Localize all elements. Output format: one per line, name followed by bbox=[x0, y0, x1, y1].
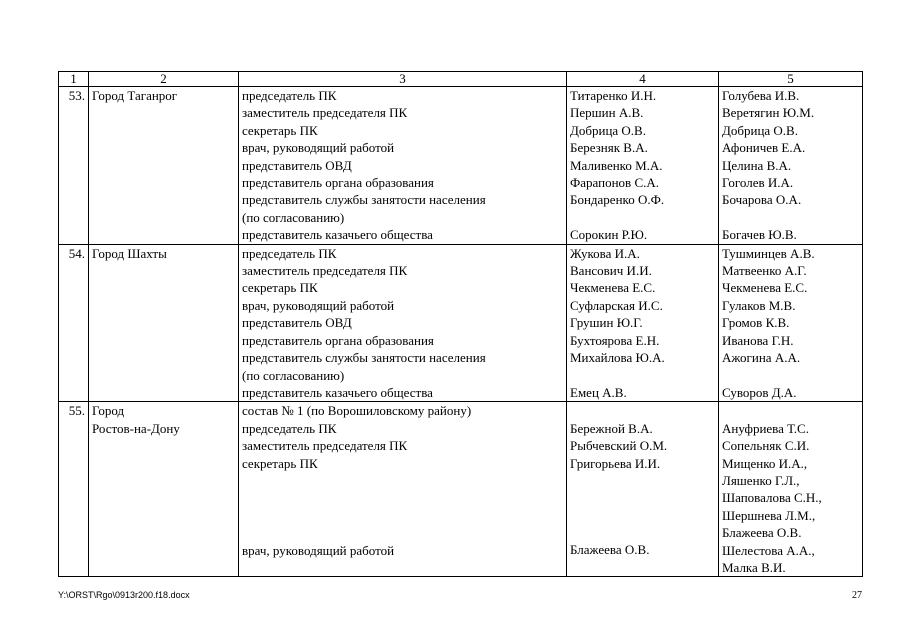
member-name-line: Сорокин Р.Ю. bbox=[570, 227, 648, 243]
city-cell bbox=[89, 244, 239, 402]
table-row bbox=[59, 244, 863, 402]
row-number: 55. bbox=[59, 402, 89, 577]
roles-cell bbox=[239, 402, 567, 577]
deputy-name-line: Шершнева Л.М., bbox=[722, 507, 816, 523]
deputy-name-line: Гулаков М.В. bbox=[722, 297, 796, 313]
footer-page-number: 27 bbox=[852, 590, 862, 601]
row-number: 54. bbox=[59, 244, 89, 402]
header-cell-1: 1 bbox=[59, 72, 89, 87]
deputy-name-line: Целина В.А. bbox=[722, 157, 792, 173]
member-name-line: Емец А.В. bbox=[570, 384, 627, 400]
deputy-cell bbox=[719, 402, 863, 577]
table-header-row bbox=[59, 72, 863, 87]
role-line bbox=[242, 559, 563, 576]
member-name-line: Фарапонов С.А. bbox=[570, 175, 660, 191]
deputy-cell bbox=[719, 87, 863, 245]
role-line: представитель ОВД bbox=[242, 157, 352, 173]
city-cell bbox=[89, 87, 239, 245]
composition-subheader: состав № 1 (по Ворошиловскому району) bbox=[242, 403, 472, 419]
deputy-name-line: Гоголев И.А. bbox=[722, 175, 794, 191]
role-line: врач, руководящий работой bbox=[242, 140, 395, 156]
member-name-line: Бережной В.А. bbox=[570, 420, 653, 436]
member-name-line bbox=[570, 209, 715, 226]
role-line bbox=[242, 507, 563, 524]
member-name-line: Бондаренко О.Ф. bbox=[570, 192, 665, 208]
spacer bbox=[722, 402, 859, 419]
footer-file-path: Y:\ORST\Rgo\0913r200.f18.docx bbox=[58, 590, 190, 600]
deputy-name-line: Афоничев Е.А. bbox=[722, 140, 806, 156]
deputy-name-line: Суворов Д.А. bbox=[722, 384, 797, 400]
header-cell-4: 4 bbox=[567, 72, 719, 87]
member-name-line: Суфларская И.С. bbox=[570, 297, 663, 313]
city-name-line: Город bbox=[92, 403, 125, 419]
role-line: врач, руководящий работой bbox=[242, 297, 395, 313]
member-cell bbox=[567, 244, 719, 402]
deputy-name-line: Мищенко И.А., bbox=[722, 455, 808, 471]
member-name-line: Блажеева О.В. bbox=[570, 542, 650, 558]
member-name-line: Березняк В.А. bbox=[570, 140, 648, 156]
deputy-name-line: Сопельняк С.И. bbox=[722, 438, 810, 454]
role-line bbox=[242, 472, 563, 489]
deputy-name-line: Блажеева О.В. bbox=[722, 525, 802, 541]
role-line: заместитель председателя ПК bbox=[242, 438, 408, 454]
header-cell-2: 2 bbox=[89, 72, 239, 87]
member-name-line: Добрица О.В. bbox=[570, 122, 646, 138]
member-name-line bbox=[570, 367, 715, 384]
deputy-name-line: Бочарова О.А. bbox=[722, 192, 802, 208]
deputy-name-line: Чекменева Е.С. bbox=[722, 280, 808, 296]
table-row bbox=[59, 402, 863, 577]
role-line: представитель ОВД bbox=[242, 315, 352, 331]
roles-cell bbox=[239, 87, 567, 245]
table-row bbox=[59, 87, 863, 245]
role-line: (по согласованию) bbox=[242, 367, 345, 383]
deputy-name-line: Матвеенко А.Г. bbox=[722, 263, 807, 279]
deputy-name-line: Добрица О.В. bbox=[722, 122, 798, 138]
city-name-line: Ростов-на-Дону bbox=[92, 420, 180, 436]
member-cell bbox=[567, 402, 719, 577]
member-name-line: Григорьева И.И. bbox=[570, 455, 661, 471]
member-name-line: Бухтоярова Е.Н. bbox=[570, 332, 660, 348]
deputy-name-line: Малка В.И. bbox=[722, 559, 786, 575]
member-name-line: Титаренко И.Н. bbox=[570, 88, 657, 103]
deputy-cell bbox=[719, 244, 863, 402]
deputy-name-line: Ажогина А.А. bbox=[722, 350, 801, 366]
roles-cell bbox=[239, 244, 567, 402]
member-name-line: Маливенко М.А. bbox=[570, 157, 663, 173]
role-line: секретарь ПК bbox=[242, 122, 318, 138]
role-line: секретарь ПК bbox=[242, 455, 318, 471]
member-name-line bbox=[570, 472, 715, 489]
member-name-line: Першин А.В. bbox=[570, 105, 644, 121]
role-line: заместитель председателя ПК bbox=[242, 105, 408, 121]
member-name-line bbox=[570, 489, 715, 506]
member-cell bbox=[567, 87, 719, 245]
header-cell-5: 5 bbox=[719, 72, 863, 87]
role-line: врач, руководящий работой bbox=[242, 542, 395, 558]
role-line: представитель органа образования bbox=[242, 175, 434, 191]
role-line: представитель службы занятости населения bbox=[242, 350, 486, 366]
member-name-line: Грушин Ю.Г. bbox=[570, 315, 643, 331]
role-line: представитель службы занятости населения bbox=[242, 192, 486, 208]
role-line: (по согласованию) bbox=[242, 209, 345, 225]
member-name-line bbox=[570, 559, 715, 576]
role-line: председатель ПК bbox=[242, 420, 337, 436]
member-name-line: Рыбчевский О.М. bbox=[570, 438, 668, 454]
deputy-name-line: Иванова Г.Н. bbox=[722, 332, 794, 348]
role-line bbox=[242, 524, 563, 541]
deputy-name-line: Громов К.В. bbox=[722, 315, 790, 331]
role-line bbox=[242, 489, 563, 506]
deputy-name-line: Шаповалова С.Н., bbox=[722, 490, 822, 506]
member-name-line: Михайлова Ю.А. bbox=[570, 350, 665, 366]
city-cell bbox=[89, 402, 239, 577]
city-name-line: Город Таганрог bbox=[92, 88, 178, 103]
deputy-name-line: Голубева И.В. bbox=[722, 88, 800, 103]
deputy-name-line: Шелестова А.А., bbox=[722, 542, 815, 558]
member-name-line: Вансович И.И. bbox=[570, 263, 652, 279]
role-line: представитель казачьего общества bbox=[242, 384, 433, 400]
member-name-line: Чекменева Е.С. bbox=[570, 280, 656, 296]
role-line: секретарь ПК bbox=[242, 280, 318, 296]
deputy-name-line: Веретягин Ю.М. bbox=[722, 105, 815, 121]
deputy-name-line bbox=[722, 367, 859, 384]
deputy-name-line bbox=[722, 209, 859, 226]
commission-table bbox=[58, 71, 863, 577]
deputy-name-line: Ляшенко Г.Л., bbox=[722, 472, 800, 488]
spacer bbox=[570, 402, 715, 419]
role-line: представитель органа образования bbox=[242, 332, 434, 348]
deputy-name-line: Богачев Ю.В. bbox=[722, 227, 797, 243]
row-number: 53. bbox=[59, 87, 89, 245]
role-line: заместитель председателя ПК bbox=[242, 263, 408, 279]
member-name-line: Жукова И.А. bbox=[570, 245, 640, 261]
deputy-name-line: Ануфриева Т.С. bbox=[722, 420, 809, 436]
member-name-line bbox=[570, 524, 715, 541]
header-cell-3: 3 bbox=[239, 72, 567, 87]
deputy-name-line: Тушминцев А.В. bbox=[722, 245, 815, 261]
city-name-line: Город Шахты bbox=[92, 245, 167, 261]
role-line: председатель ПК bbox=[242, 245, 337, 261]
member-name-line bbox=[570, 507, 715, 524]
role-line: представитель казачьего общества bbox=[242, 227, 433, 243]
role-line: председатель ПК bbox=[242, 88, 337, 103]
